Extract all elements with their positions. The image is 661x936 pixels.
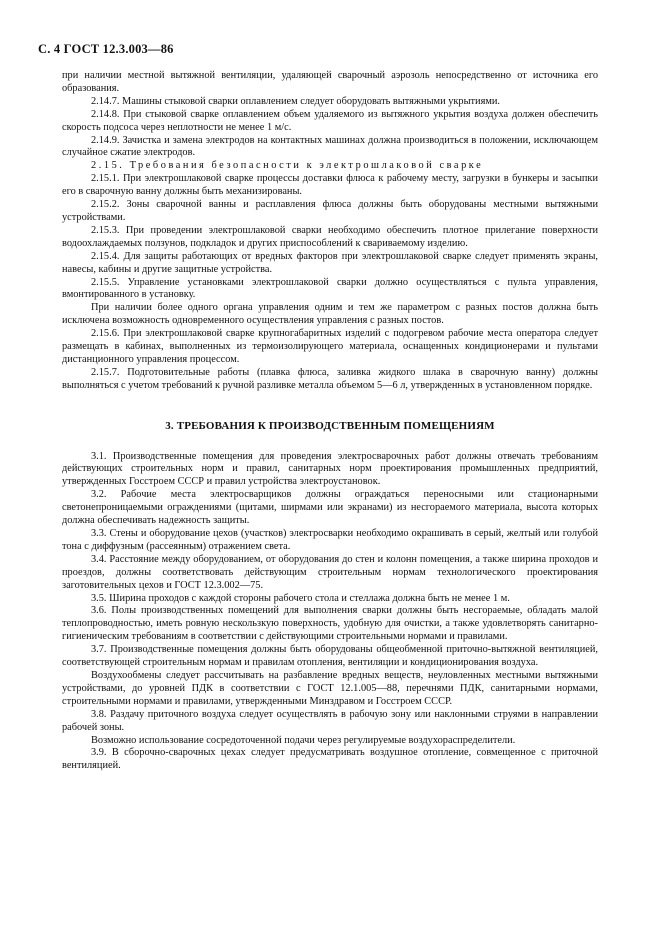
paragraph: 2.14.7. Машины стыковой сварки оплавлением следует оборудовать вытяжными укрытиями. [91,95,501,107]
paragraph: 3.1. Производственные помещения для проведения электросварочных работ должны отвечать требованиям действующих строительных норм и правил, санитарных норм проектирования промышленных предприятий, утвержденных Госстроем СССР и правил устройства электроустановок. [62,450,598,488]
paragraph: При наличии более одного органа управления одним и тем же параметром с разных постов должна быть исключена возможность одновременного осуществления управления с разных постов. [62,302,598,327]
document-body [62,70,598,773]
paragraph: 2.15.2. Зоны сварочной ванны и расплавления флюса должны быть оборудованы местными вытяжными устройствами. [62,199,598,223]
page-header: С. 4 ГОСТ 12.3.003—86 [38,42,174,56]
paragraph: 3.9. В сборочно-сварочных цехах следует предусматривать воздушное отопление, совмещенное с приточной вентиляцией. [62,747,598,772]
paragraph: при наличии местной вытяжной вентиляции, удаляющей сварочный аэрозоль непосредственно от источника его образования. [62,70,598,94]
paragraph: 3.5. Ширина проходов с каждой стороны рабочего стола и стеллажа должна быть не менее 1 м. [91,592,510,604]
paragraph: Воздухообмены следует рассчитывать на разбавление вредных веществ, неуловленных местными вытяжными устройствами, до уровней ПДК в соответствии с ГОСТ 12.1.005—88, перечнями ПДК, санитарными нормами, строительными нормами и правилами, утвержденными Минздравом и Госстроем СССР. [62,669,598,707]
paragraph: 2.15.4. Для защиты работающих от вредных факторов при электрошлаковой сварке следует применять экраны, навесы, кабины и другие защитные устройства. [62,250,598,275]
paragraph: 3.2. Рабочие места электросварщиков должны ограждаться переносными или стационарными светонепроницаемыми ограждениями (щитами, ширмами или экранами) из несгораемого материала, высота которых должна обеспечивать надежность защиты. [62,489,598,527]
paragraph: 3.4. Расстояние между оборудованием, от оборудования до стен и колонн помещения, а также ширина проходов и проездов, должны соответствовать действующим строительным нормам технологического проектирования заготовительных цехов и ГОСТ 12.3.002—75. [62,553,598,591]
section-2-continuation [62,70,598,393]
paragraph: 3.7. Производственные помещения должны быть оборудованы общеобменной приточно-вытяжной вентиляцией, соответствующей строительным нормам и правилам отопления, вентиляции и кондиционирования воздуха. [62,644,598,669]
paragraph: 2.14.8. При стыковой сварке оплавлением объем удаляемого из вытяжного укрытия воздуха должен обеспечить скорость подсоса через неплотности не менее 1 м/с. [62,108,598,133]
section-title: 3. ТРЕБОВАНИЯ К ПРОИЗВОДСТВЕННЫМ ПОМЕЩЕНИЯМ [165,419,495,432]
paragraph: 3.6. Полы производственных помещений для выполнения сварки должны быть несгораемые, обладать малой теплопроводностью, иметь ровную нескользкую поверхность, удобную для очистки, а также удовлетворять санитарно-гигиеническим требованиям в соответствии с действующими строительными нормами и правилами. [62,605,598,643]
paragraph: Возможно использование сосредоточенной подачи через регулируемые воздухораспределители. [91,734,516,746]
paragraph: 2.15.5. Управление установками электрошлаковой сварки должно осуществляться с пульта управления, вмонтированного в установку. [62,276,598,301]
paragraph: 2.14.9. Зачистка и замена электродов на контактных машинах должна производиться в положении, исключающем случайное сжатие электродов. [62,134,598,159]
paragraph: 2.15.6. При электрошлаковой сварке крупногабаритных изделий с подогревом рабочие места оператора следует размещать в кабинах, выполненных из термоизолирующего материала, оснащенных кондиционерами и пультами дистанционного управления процессом. [62,328,598,365]
section-3-body [62,451,598,774]
paragraph: 2.15.3. При проведении электрошлаковой сварки необходимо обеспечить плотное прилегание поверхности водоохлаждаемых ползунов, подкладок и других приспособлений к свариваемому изделию. [62,224,598,249]
paragraph: 3.8. Раздачу приточного воздуха следует осуществлять в рабочую зону или наклонными струями в направлении рабочей зоны. [62,708,598,733]
paragraph: 2.15.7. Подготовительные работы (плавка флюса, заливка жидкого шлака в сварочную ванну) должны выполняться с учетом требований к ручной разливке металла объемом 5—6 л, утвержденных в установленном порядке. [62,366,598,391]
subsection-heading: 2.15. Требования безопасности к электрошлаковой сварке [91,160,484,172]
paragraph: 2.15.1. При электрошлаковой сварке процессы доставки флюса к рабочему месту, загрузки в бункеры и засыпки его в сварочную ванну должны быть механизированы. [62,173,598,198]
paragraph: 3.3. Стены и оборудование цехов (участков) электросварки необходимо окрашивать в серый, желтый или голубой тона с диффузным (рассеянным) отражением света. [62,528,598,552]
